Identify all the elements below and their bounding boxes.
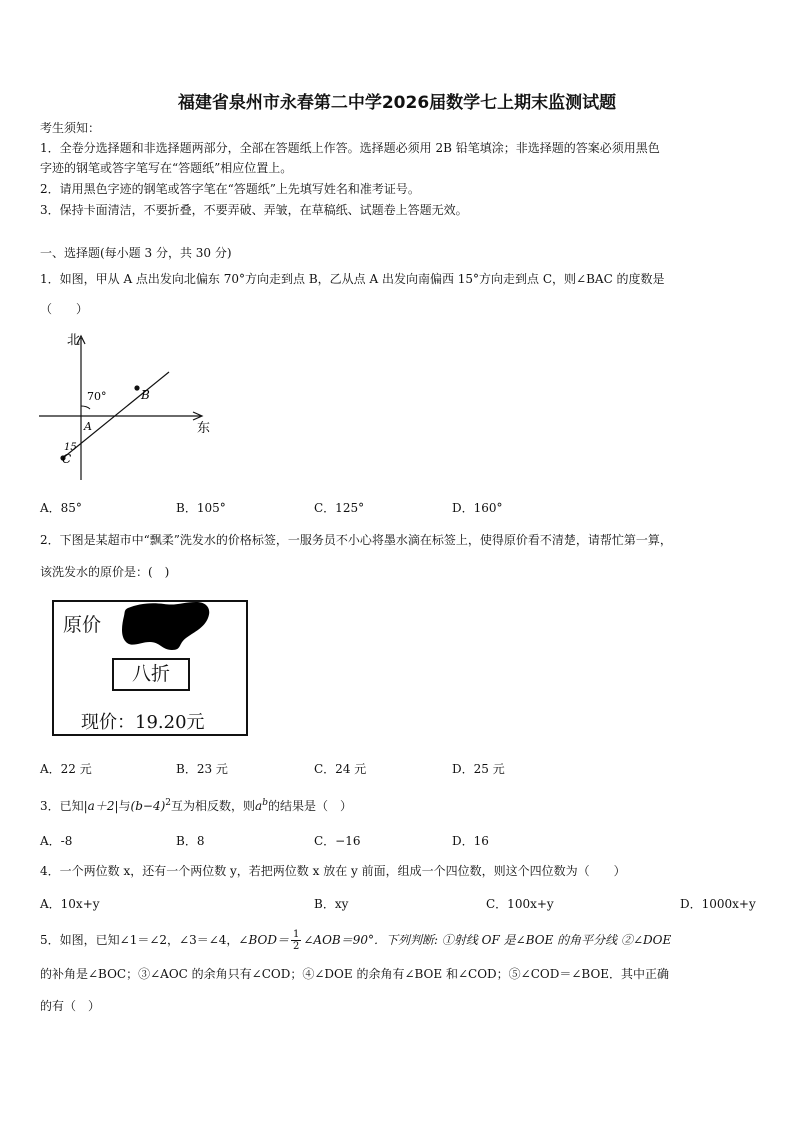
q5-text-a: 5．如图，已知∠1＝∠2，∠3＝∠4， [40,933,239,947]
q3-mid: 与 [118,799,131,813]
notice-item-1-line-1: 1．全卷分选择题和非选择题两部分，全部在答题纸上作答。选择题必须用 2B 铅笔填涂；非选择题的答案必须用黑色 [40,141,660,155]
q3-prefix: 3．已知 [40,799,84,813]
q5-text-d: ∠DOE [632,933,672,947]
q5-text-c: ∠AOB＝90°．下列判断: ①射线 OF 是∠BOE 的角平分线 ② [303,933,633,947]
price-tag [52,600,248,736]
q3-square-exponent: 2 [165,798,172,808]
discount-box: 八折 [112,658,190,691]
q2-stem-line-2: 该洗发水的原价是：( ) [40,565,170,579]
q5-fraction-denominator: 2 [292,941,300,952]
notice-item-2: 2．请用黑色字迹的钢笔或答字笔在“答题纸”上先填写姓名和准考证号。 [40,182,420,196]
notice-item-1-line-2: 字迹的钢笔或答字笔写在“答题纸”相应位置上。 [40,161,293,175]
q2-option-c[interactable]: C．24 元 [314,762,367,776]
q4-option-a[interactable]: A．10x+y [40,897,100,911]
q2-option-d[interactable]: D．25 元 [452,762,505,776]
q1-stem-line-1: 1．如图，甲从 A 点出发向北偏东 70°方向走到点 B，乙从点 A 出发向南偏西 15°方向走到点 C，则∠BAC 的度数是 [40,272,665,286]
ray-ab [63,372,169,458]
q1-option-d[interactable]: D．160° [452,501,503,515]
q3-option-b[interactable]: B．8 [176,834,205,848]
q1-option-b[interactable]: B．105° [176,501,226,515]
notice-heading: 考生须知： [40,121,101,135]
q3-abs-expression: |a＋2| [83,799,119,813]
q4-option-b[interactable]: B．xy [314,897,349,911]
q5-stem-line-1 [40,929,671,952]
q1-option-a[interactable]: A．85° [40,501,82,515]
q2-stem-line-1: 2．下图是某超市中“飘柔”洗发水的价格标签，一服务员不小心将墨水滴在标签上，使得原价看不清楚，请帮忙第一算， [40,533,672,547]
q1-option-c[interactable]: C．125° [314,501,365,515]
q4-option-d[interactable]: D．1000x+y [680,897,756,911]
q3-option-d[interactable]: D．16 [452,834,489,848]
current-price-label: 现价：19.20元 [81,712,205,733]
q3-power-exponent: b [262,798,268,808]
q3-stem [40,794,352,815]
q3-option-a[interactable]: A．-8 [40,834,73,848]
point-b [134,385,139,390]
q2-option-b[interactable]: B．23 元 [176,762,228,776]
q3-suffix-1: 互为相反数，则 [171,799,256,813]
q3-paren-expression: (b−4) [130,799,166,813]
q1-direction-figure [35,330,220,490]
q4-option-c[interactable]: C．100x+y [486,897,554,911]
q5-stem-line-3: 的有（ ） [40,999,101,1013]
angle-arc-70 [81,406,90,409]
q2-option-a[interactable]: A．22 元 [40,762,92,776]
notice-item-3: 3．保持卡面清洁，不要折叠，不要弄破、弄皱，在草稿纸、试题卷上答题无效。 [40,203,468,217]
q5-text-b: ∠BOD＝ [238,933,289,947]
section-heading: 一、选择题(每小题 3 分，共 30 分) [40,246,232,260]
point-b-label: B [141,388,150,402]
q5-fraction [291,929,301,952]
angle-70-label: 70° [87,390,107,403]
q5-fraction-numerator: 1 [292,929,300,940]
q3-suffix-2: 的结果是（ ） [267,799,352,813]
q3-power-base: a [255,799,263,813]
original-price-label: 原价 [63,614,102,636]
q1-stem-line-2: （ ） [40,302,89,316]
north-label: 北 [67,333,81,348]
east-label: 东 [197,421,211,436]
q4-stem: 4．一个两位数 x，还有一个两位数 y，若把两位数 x 放在 y 前面，组成一个四位数，则这个四位数为（ ） [40,864,626,878]
page-title: 福建省泉州市永春第二中学2026届数学七上期末监测试题 [177,93,617,113]
q3-option-c[interactable]: C．−16 [314,834,361,848]
point-a-label: A [84,420,92,433]
q5-stem-line-2: 的补角是∠BOC；③∠AOC 的余角只有∠COD；④∠DOE 的余角有∠BOE 和∠COD；⑤∠COD＝∠BOE．其中正确 [40,967,670,981]
point-c-label: C [62,452,72,466]
ink-blot [120,602,214,652]
angle-15-label: 15 [64,442,77,453]
